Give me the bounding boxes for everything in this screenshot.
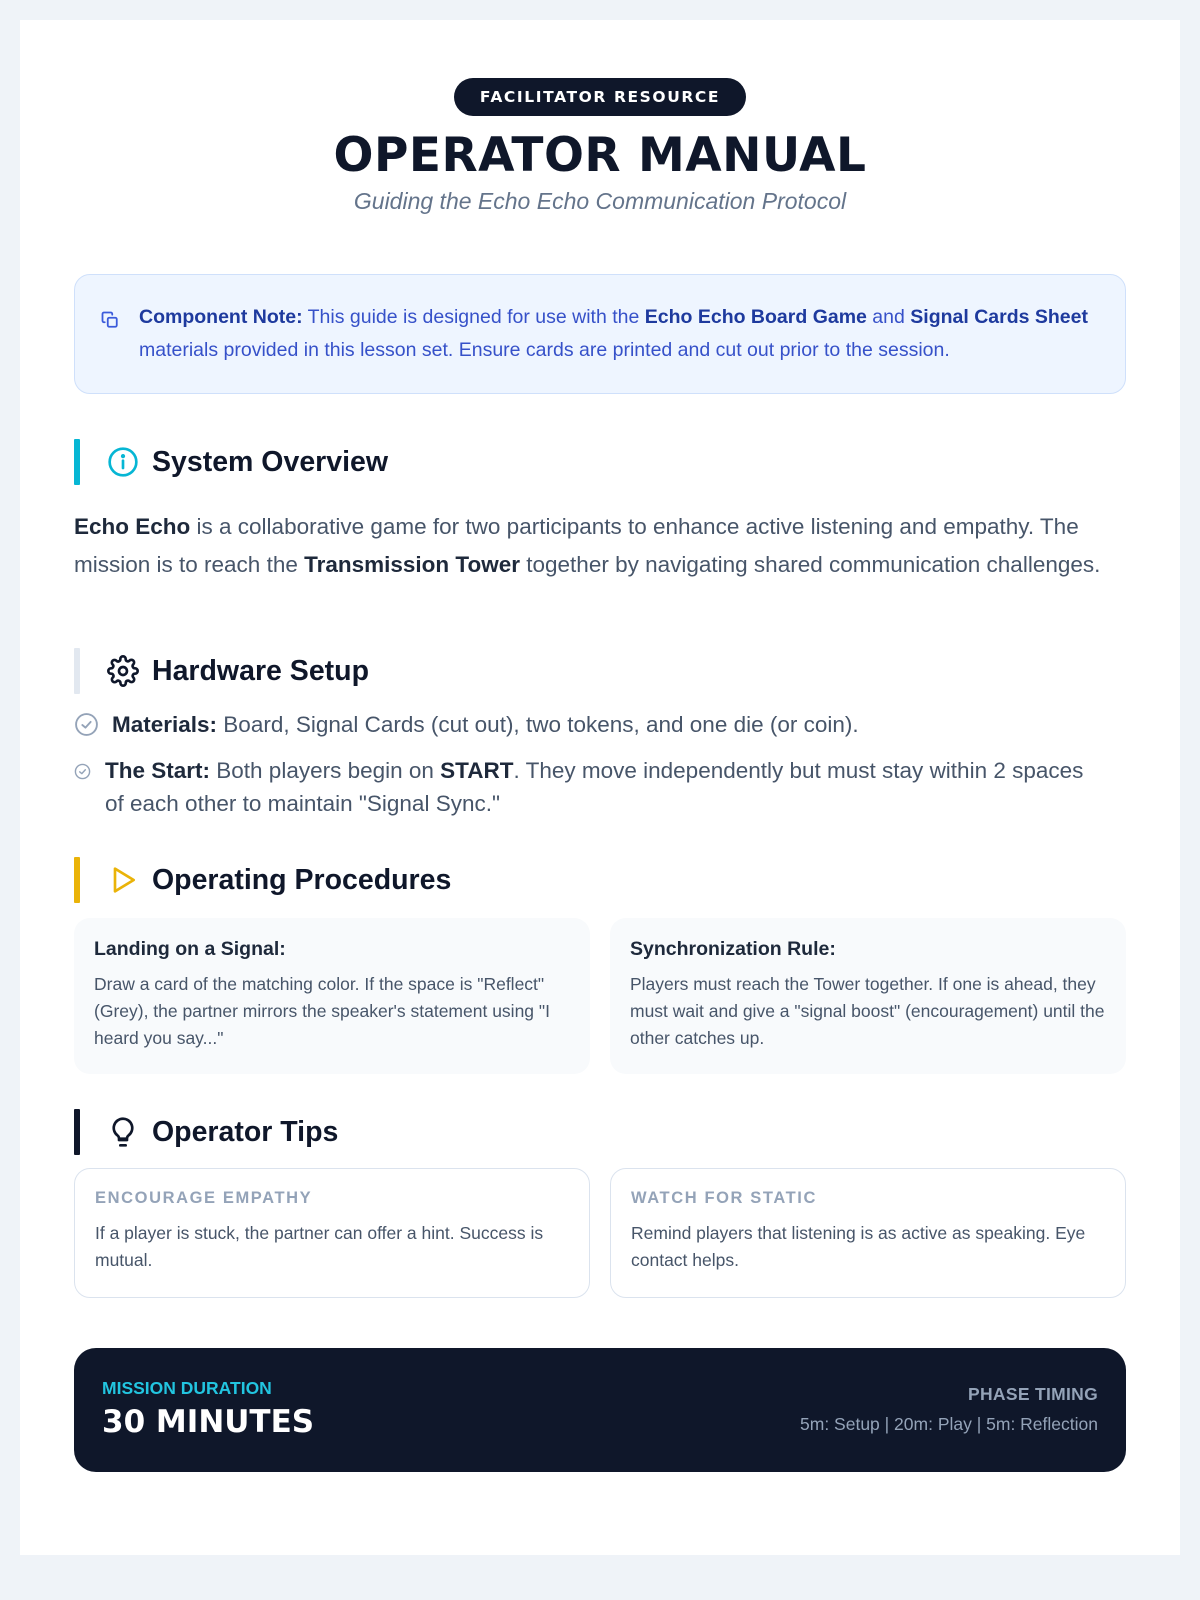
note-text: Component Note: This guide is designed for use with the Echo Echo Board Game and Signal Cards Sheet materials provided in this lesson set. Ensure cards are printed and cut out prior to the session. — [139, 306, 1088, 361]
section-title: Operator Tips — [152, 1115, 339, 1148]
tip-text: If a player is stuck, the partner can offer a hint. Success is mutual. — [95, 1223, 544, 1270]
timing-value: 5m: Setup | 20m: Play | 5m: Reflection — [800, 1414, 1098, 1434]
card-title: Synchronization Rule: — [630, 938, 836, 960]
section-accent-bar — [74, 439, 80, 485]
duration-label: MISSION DURATION — [102, 1378, 272, 1398]
tip-text: Remind players that listening is as active as speaking. Eye contact helps. — [631, 1223, 1086, 1270]
page-header — [20, 78, 1180, 215]
duration-value: 30 MINUTES — [102, 1404, 315, 1440]
section-heading-procedures — [74, 856, 1126, 904]
section-accent-bar — [74, 1109, 80, 1155]
procedure-card — [610, 918, 1126, 1074]
copy-icon — [101, 311, 119, 329]
page-subtitle: Guiding the Echo Echo Communication Protocol — [353, 188, 847, 214]
overview-paragraph: Echo Echo is a collaborative game for two participants to enhance active listening and empathy. The mission is to reach the Transmission Tower together by navigating shared communication challenges. — [74, 514, 1101, 577]
play-icon — [107, 864, 139, 896]
check-circle-icon — [74, 712, 99, 737]
section-heading-setup — [74, 647, 1126, 695]
section-title: Operating Procedures — [152, 863, 452, 896]
tip-title: ENCOURAGE EMPATHY — [95, 1189, 313, 1207]
section-title: System Overview — [152, 445, 389, 478]
card-text: Players must reach the Tower together. If one is ahead, they must wait and give a "signal boost" (encouragement) until the other catches up. — [630, 974, 1105, 1048]
card-text: Draw a card of the matching color. If the space is "Reflect" (Grey), the partner mirrors the speaker's statement using "I heard you say..." — [94, 974, 550, 1048]
section-heading-tips — [74, 1108, 1126, 1156]
resource-badge: FACILITATOR RESOURCE — [454, 78, 746, 116]
section-heading-overview — [74, 438, 1126, 486]
tip-title: WATCH FOR STATIC — [631, 1189, 817, 1207]
lightbulb-icon — [107, 1116, 139, 1148]
info-icon — [107, 446, 139, 478]
timing-label: PHASE TIMING — [968, 1384, 1098, 1404]
page-title: OPERATOR MANUAL — [333, 128, 867, 183]
component-note — [74, 274, 1126, 394]
procedure-card — [74, 918, 590, 1074]
mission-footer — [74, 1348, 1126, 1472]
tip-card — [610, 1168, 1126, 1298]
section-accent-bar — [74, 857, 80, 903]
gear-icon — [107, 655, 139, 687]
check-circle-icon — [74, 763, 91, 780]
section-title: Hardware Setup — [152, 654, 369, 687]
tip-card — [74, 1168, 590, 1298]
card-title: Landing on a Signal: — [94, 938, 286, 960]
section-accent-bar — [74, 648, 80, 694]
document-page: FACILITATOR RESOURCE OPERATOR MANUAL Guiding the Echo Echo Communication Protocol Component Note: This guide is designed for use with the Echo Echo Board Game and Signal Cards Sheet materials provided in this lesson set. Ensure cards are printed and cut out prior to the session. System Overview Echo Echo is a collaborative game for two participants to enhance active listening and empathy. The mission is to reach the Transmission Tower together by navigating shared communication challenges. Hardware Setup Materials: Board, Signal Cards (cut out), two tokens, and one die (or coin). The Start: Both players begin on START. They move independently but must stay within 2 spaces of each other to maintain "Signal Sync." Operating Procedures Landing on a Signal: Draw a card of the matching color. If the space is "Reflect" (Grey), the partner mirrors the speaker's statement using "I heard you say..." Synchronization Rule: Players must reach the Tower together. If one is ahead, they must wait and give a "signal boost" (encouragement) until the other catches up. Operator Tips ENCOURAGE EMPATHY If a player is stuck, the partner can offer a hint. Success is mutual. WATCH FOR STATIC Remind players that listening is as active as speaking. Eye contact helps. MISSION DURATION 30 MINUTES PHASE TIMING 5m: Setup | 20m: Play | 5m: Reflection — [20, 20, 1180, 1555]
